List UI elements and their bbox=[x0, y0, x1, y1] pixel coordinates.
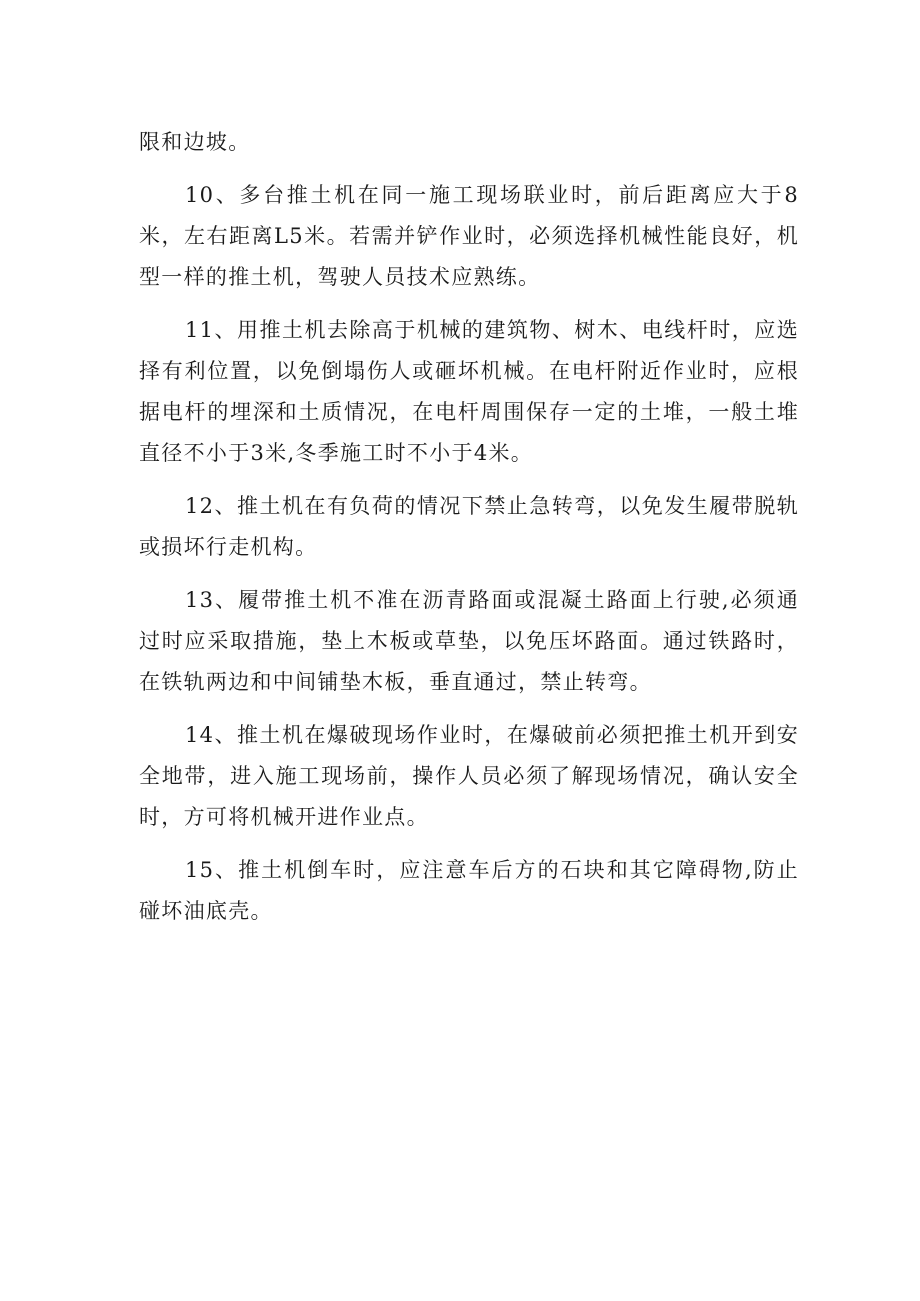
document-body bbox=[139, 122, 799, 944]
paragraph-item-13: 13、履带推土机不准在沥青路面或混凝土路面上行驶,必须通过时应采取措施，垫上木板或草垫，以免压坏路面。通过铁路时，在铁轨两边和中间铺垫木板，垂直通过，禁止转弯。 bbox=[139, 588, 799, 694]
paragraph-item-11: 11、用推土机去除高于机械的建筑物、树木、电线杆时，应选择有利位置，以免倒塌伤人或砸坏机械。在电杆附近作业时，应根据电杆的埋深和土质情况，在电杆周围保存一定的土堆，一般土堆直径不小于3米,冬季施工时不小于4米。 bbox=[139, 318, 799, 465]
paragraph-item-14: 14、推土机在爆破现场作业时，在爆破前必须把推土机开到安全地带，进入施工现场前，操作人员必须了解现场情况，确认安全时，方可将机械开进作业点。 bbox=[139, 723, 799, 829]
paragraph-continuation: 限和边坡。 bbox=[139, 130, 251, 154]
paragraph-item-15: 15、推土机倒车时，应注意车后方的石块和其它障碍物,防止碰坏油底壳。 bbox=[139, 858, 799, 923]
paragraph-item-10: 10、多台推土机在同一施工现场联业时，前后距离应大于8米，左右距离L5米。若需并铲作业时，必须选择机械性能良好，机型一样的推土机，驾驶人员技术应熟练。 bbox=[139, 183, 799, 289]
paragraph-item-12: 12、推土机在有负荷的情况下禁止急转弯，以免发生履带脱轨或损坏行走机构。 bbox=[139, 494, 799, 559]
